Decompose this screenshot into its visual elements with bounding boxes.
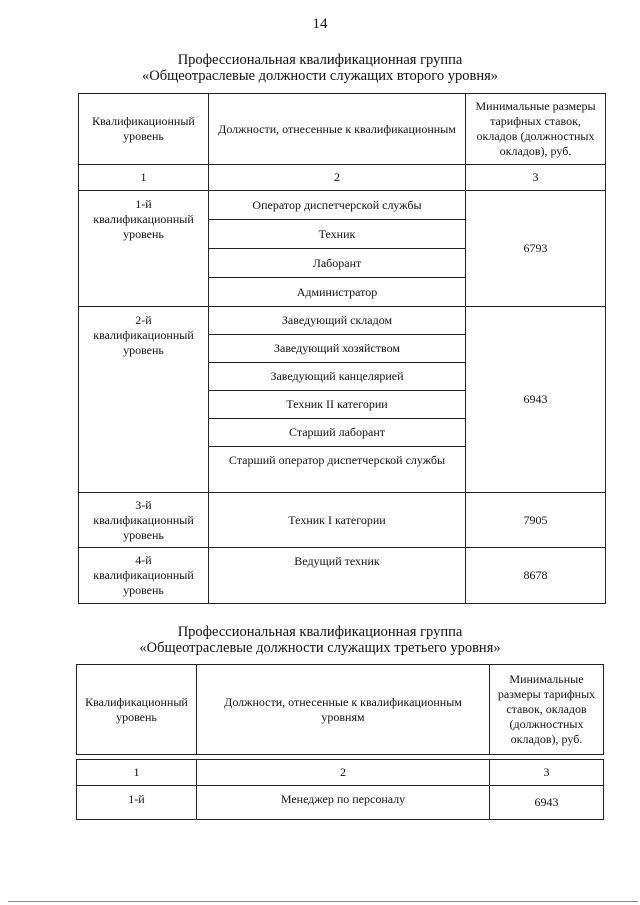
group2-title-line1: Профессиональная квалификационная группа: [177, 624, 463, 640]
salary-cell: 6943: [466, 307, 606, 493]
position-cell: Заведующий складом: [209, 307, 466, 335]
header-salary: Минимальные размеры тарифных ставок, окладов (должностных окладов), руб.: [466, 94, 606, 165]
position-cell: Старший оператор диспетчерской службы: [209, 447, 466, 493]
level-cell: 2-й квалификационный уровень: [79, 307, 209, 493]
salary-cell: 8678: [466, 548, 606, 604]
group2-title: [0, 624, 640, 656]
group1-title-line1: Профессиональная квалификационная группа: [177, 52, 463, 68]
position-cell: Техник II категории: [209, 391, 466, 419]
level-cell: 3-й квалификационный уровень: [79, 493, 209, 548]
salary-cell: 7905: [466, 493, 606, 548]
col-number: 1: [79, 165, 209, 191]
group2-title-line2: «Общеотраслевые должности служащих третьего уровня»: [139, 640, 501, 656]
salary-cell: 6793: [466, 191, 606, 307]
page-edge-line: [8, 901, 638, 902]
level-cell: 1-й квалификационный уровень: [79, 191, 209, 307]
group1-title-line2: «Общеотраслевые должности служащих второго уровня»: [141, 68, 499, 84]
position-cell: Техник: [209, 220, 466, 249]
page-number: 14: [312, 16, 328, 32]
header-positions: Должности, отнесенные к квалификационным уровням: [197, 665, 490, 755]
group1-title: [0, 52, 640, 84]
level-cell: 1-й: [77, 786, 197, 820]
position-cell: Менеджер по персоналу: [197, 786, 490, 820]
position-cell: Техник I категории: [209, 493, 466, 548]
position-cell: Старший лаборант: [209, 419, 466, 447]
position-cell: Оператор диспетчерской службы: [209, 191, 466, 220]
position-cell: Заведующий хозяйством: [209, 335, 466, 363]
position-cell: Администратор: [209, 278, 466, 307]
header-salary: Минимальные размеры тарифных ставок, окладов (должностных окладов), руб.: [490, 665, 604, 755]
header-level: Квалификационный уровень: [77, 665, 197, 755]
col-number: 2: [209, 165, 466, 191]
salary-cell: 6943: [490, 786, 604, 820]
position-cell: Ведущий техник: [209, 548, 466, 604]
header-level: Квалификационный уровень: [79, 94, 209, 165]
col-number: 2: [197, 760, 490, 786]
position-cell: Лаборант: [209, 249, 466, 278]
group1-table: [78, 93, 606, 604]
header-positions: Должности, отнесенные к квалификационным: [209, 94, 466, 165]
col-number: 3: [490, 760, 604, 786]
col-number: 1: [77, 760, 197, 786]
group2-table: [76, 664, 604, 820]
position-cell: Заведующий канцелярией: [209, 363, 466, 391]
level-cell: 4-й квалификационный уровень: [79, 548, 209, 604]
col-number: 3: [466, 165, 606, 191]
